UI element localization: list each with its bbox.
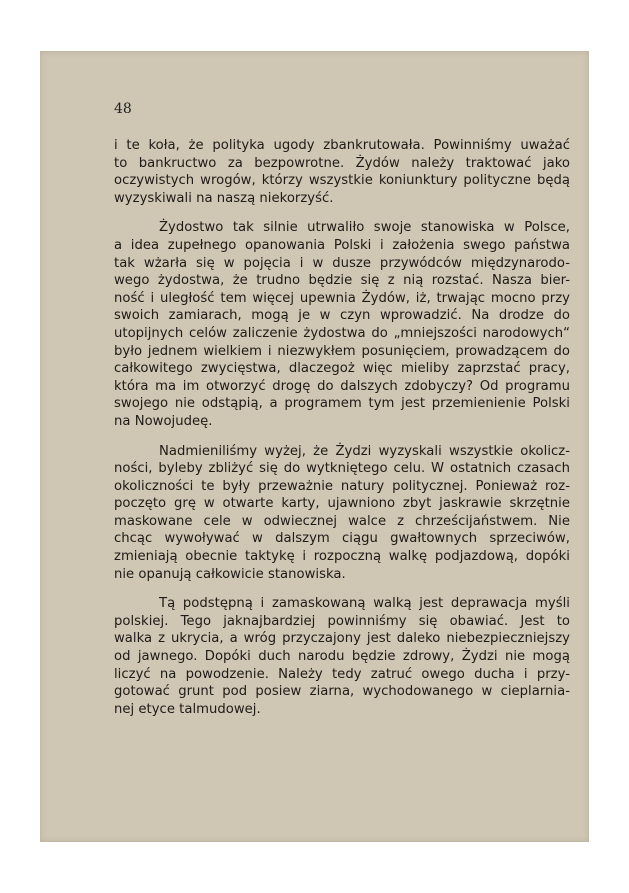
text-line: i te koła, że polityka ugody zbankrutowała. Powinniśmy uważać (114, 138, 570, 153)
page-number: 48 (114, 101, 132, 117)
text-line: a idea zupełnego opanowania Polski i założenia swego państwa (114, 237, 570, 253)
text-line: Tą podstępną i zamaskowaną walką jest deprawacja myśli (159, 596, 570, 612)
text-line: od jawnego. Dopóki duch narodu będzie zdrowy, Żydzi nie mogą (114, 649, 570, 665)
text-line: Nadmieniliśmy wyżej, że Żydzi wyzyskali wszystkie okolicz- (159, 443, 570, 459)
text-line: wyzyskiwali na naszą niekorzyść. (114, 190, 334, 206)
text-line: polskiej. Tego jaknajbardziej powinniśmy się obawiać. Jest to (114, 613, 570, 629)
text-line: okoliczności te były przeważnie natury politycznej. Ponieważ roz- (114, 478, 570, 494)
body-text (114, 137, 570, 730)
text-line: zmieniają obecnie taktykę i rozpoczną walkę podjazdową, dopóki (114, 549, 570, 565)
text-line: na Nowojudeę. (114, 413, 213, 429)
text-line: nie opanują całkowicie stanowiska. (114, 566, 346, 582)
text-line: całkowitego zwycięstwa, dlaczegoż więc mieliby zaprzstać pracy, (114, 361, 570, 377)
text-line: było jednem wielkiem i niezwykłem posunięciem, prowadzącem do (114, 343, 570, 359)
text-line: tak wżarła się w pojęcia i w dusze przywódców międzynarodo- (114, 255, 570, 271)
text-line: maskowane cele w odwiecznej walce z chrześcijaństwem. Nie (114, 513, 570, 529)
paragraph-4 (114, 595, 570, 718)
text-line: walka z ukrycia, a wróg przyczajony jest daleko niebezpieczniejszy (114, 631, 570, 647)
text-line: gotować grunt pod posiew ziarna, wychodowanego w cieplarnia- (114, 684, 570, 700)
paragraph-2 (114, 219, 570, 430)
text-line: utopijnych celów zaliczenie żydostwa do „mniejszości narodowych“ (114, 325, 570, 341)
text-line: swojego nie odstąpią, a programem tym jest przemienienie Polski (114, 396, 570, 412)
text-line: chcąc wywoływać w dalszym ciągu gwałtownych sprzeciwów, (114, 531, 570, 547)
text-line: liczyć na powodzenie. Należy tedy zatruć owego ducha i przy- (114, 666, 570, 682)
text-line: ności, byleby zbliżyć się do wytkniętego celu. W ostatnich czasach (114, 461, 570, 477)
text-line: która ma im otworzyć drogę do dalszych zdobyczy? Od programu (114, 378, 570, 394)
text-line: oczywistych wrogów, którzy wszystkie koniunktury polityczne będą (114, 173, 570, 189)
paragraph-3 (114, 443, 570, 584)
text-line: to bankructwo za bezpowrotne. Żydów należy traktować jako (114, 155, 570, 171)
text-line: swoich zamiarach, mogą je w czyn wprowadzić. Na drodze do (114, 308, 570, 324)
text-line: poczęto grę w otwarte karty, ujawniono zbyt jaskrawie skrzętnie (114, 496, 570, 512)
text-line: wego żydostwa, że trudno będzie się z nią rozstać. Nasza bier- (114, 273, 570, 289)
text-line: Żydostwo tak silnie utrwaliło swoje stanowiska w Polsce, (159, 220, 570, 236)
text-line: ność i uległość tem więcej upewnia Żydów, iż, trwając mocno przy (114, 290, 570, 306)
paragraph-1 (114, 137, 570, 207)
text-line: nej etyce talmudowej. (114, 701, 261, 717)
